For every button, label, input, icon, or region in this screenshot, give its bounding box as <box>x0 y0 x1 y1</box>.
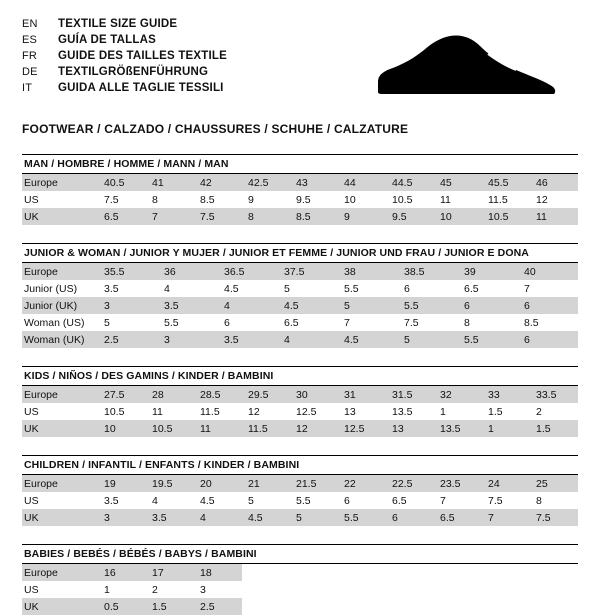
cell: 8 <box>536 494 542 507</box>
size-table-man <box>22 174 578 225</box>
cell: 7.5 <box>404 316 419 329</box>
cell: 6 <box>518 331 578 348</box>
table-row <box>22 263 578 280</box>
cell: 13.5 <box>392 405 413 418</box>
cell: 1 <box>104 583 110 596</box>
cell: 1 <box>482 420 530 437</box>
size-table-kids <box>22 386 578 437</box>
table-row <box>22 581 578 598</box>
cell: 13 <box>386 420 434 437</box>
cell: 6 <box>386 509 434 526</box>
cell: 44.5 <box>386 174 434 191</box>
row-label: Woman (US) <box>24 316 85 329</box>
cell: 12.5 <box>296 405 317 418</box>
cell: 8.5 <box>290 208 338 225</box>
cell: 10.5 <box>482 208 530 225</box>
row-label: UK <box>22 420 98 437</box>
cell: 3 <box>98 297 158 314</box>
cell <box>434 564 482 581</box>
cell: 3 <box>200 583 206 596</box>
cell: 9 <box>338 208 386 225</box>
cell <box>434 598 482 615</box>
cell <box>386 581 434 598</box>
cell <box>242 598 290 615</box>
cell: 2 <box>152 583 158 596</box>
cell: 32 <box>434 386 482 403</box>
cell: 4.5 <box>242 509 290 526</box>
row-label: UK <box>22 208 98 225</box>
language-code: EN <box>22 18 38 30</box>
cell <box>338 564 386 581</box>
row-label: Junior (US) <box>24 282 78 295</box>
cell: 5 <box>338 297 398 314</box>
cell: 3.5 <box>158 297 218 314</box>
cell: 5 <box>104 316 110 329</box>
cell: 37.5 <box>278 263 338 280</box>
size-table-children <box>22 475 578 526</box>
cell: 10.5 <box>104 405 125 418</box>
cell: 12 <box>248 405 260 418</box>
cell: 8.5 <box>524 316 539 329</box>
cell: 7.5 <box>194 208 242 225</box>
cell: 44 <box>338 174 386 191</box>
cell: 6 <box>404 282 410 295</box>
table-row <box>22 191 578 208</box>
group-junior-woman <box>22 243 578 348</box>
group-babies <box>22 544 578 615</box>
table-row <box>22 420 578 437</box>
table-row <box>22 280 578 297</box>
cell: 33.5 <box>530 386 578 403</box>
table-row <box>22 598 578 615</box>
size-table-junior-woman <box>22 263 578 348</box>
cell: 11.5 <box>200 405 220 418</box>
cell: 0.5 <box>98 598 146 615</box>
cell: 11 <box>152 405 163 418</box>
table-row <box>22 174 578 191</box>
row-label: Europe <box>22 564 98 581</box>
table-row <box>22 492 578 509</box>
cell: 12.5 <box>338 420 386 437</box>
cell: 25 <box>530 475 578 492</box>
cell: 5.5 <box>458 331 518 348</box>
group-children <box>22 455 578 526</box>
cell: 1.5 <box>530 420 578 437</box>
cell: 7.5 <box>488 494 503 507</box>
cell: 41 <box>146 174 194 191</box>
cell: 38 <box>338 263 398 280</box>
cell: 7.5 <box>530 509 578 526</box>
row-label: Junior (UK) <box>22 297 98 314</box>
cell: 36.5 <box>218 263 278 280</box>
cell: 39 <box>458 263 518 280</box>
cell: 11.5 <box>488 193 508 206</box>
cell: 3.5 <box>104 282 119 295</box>
cell: 4.5 <box>224 282 239 295</box>
cell: 11 <box>440 193 451 206</box>
cell: 13.5 <box>434 420 482 437</box>
language-title: TEXTILGRÖßENFÜHRUNG <box>58 66 209 78</box>
table-row <box>22 331 578 348</box>
language-title: GUIDA ALLE TAGLIE TESSILI <box>58 82 224 94</box>
cell: 5 <box>398 331 458 348</box>
cell: 28 <box>146 386 194 403</box>
cell: 8 <box>242 208 290 225</box>
row-label: Europe <box>22 475 98 492</box>
cell: 45.5 <box>482 174 530 191</box>
cell <box>338 598 386 615</box>
group-man <box>22 154 578 225</box>
cell <box>482 581 530 598</box>
group-title: JUNIOR & WOMAN / JUNIOR Y MUJER / JUNIOR ET FEMME / JUNIOR UND FRAU / JUNIOR E DONA <box>22 243 578 263</box>
cell <box>434 581 482 598</box>
cell: 33 <box>482 386 530 403</box>
cell: 5.5 <box>398 297 458 314</box>
cell: 6.5 <box>98 208 146 225</box>
cell: 10.5 <box>146 420 194 437</box>
row-label: US <box>24 405 39 418</box>
row-label: Europe <box>22 386 98 403</box>
cell: 7.5 <box>104 193 119 206</box>
cell: 19 <box>98 475 146 492</box>
cell: 22.5 <box>386 475 434 492</box>
cell: 7 <box>146 208 194 225</box>
cell: 5 <box>284 282 290 295</box>
cell: 21 <box>242 475 290 492</box>
cell: 19.5 <box>146 475 194 492</box>
cell <box>290 598 338 615</box>
cell <box>482 564 530 581</box>
cell: 1.5 <box>488 405 503 418</box>
cell: 11 <box>530 208 578 225</box>
cell: 29.5 <box>242 386 290 403</box>
cell: 3.5 <box>104 494 119 507</box>
cell: 36 <box>158 263 218 280</box>
cell: 16 <box>98 564 146 581</box>
cell: 5 <box>248 494 254 507</box>
cell: 7 <box>344 316 350 329</box>
row-label: US <box>24 494 39 507</box>
cell: 12 <box>290 420 338 437</box>
language-code: FR <box>22 50 38 62</box>
group-title: BABIES / BEBÉS / BÉBÉS / BABYS / BAMBINI <box>22 544 578 564</box>
cell: 10 <box>98 420 146 437</box>
cell: 4.5 <box>200 494 215 507</box>
cell: 4 <box>194 509 242 526</box>
cell: 2.5 <box>98 331 158 348</box>
cell: 6.5 <box>392 494 407 507</box>
cell: 40.5 <box>98 174 146 191</box>
cell: 8 <box>464 316 470 329</box>
cell: 7 <box>482 509 530 526</box>
cell: 35.5 <box>98 263 158 280</box>
cell: 2.5 <box>194 598 242 615</box>
row-label: UK <box>22 509 98 526</box>
cell: 5.5 <box>164 316 179 329</box>
cell: 4 <box>218 297 278 314</box>
cell: 4.5 <box>278 297 338 314</box>
cell: 6.5 <box>284 316 299 329</box>
cell: 12 <box>536 193 548 206</box>
cell: 9.5 <box>386 208 434 225</box>
cell: 18 <box>194 564 242 581</box>
cell: 5.5 <box>344 282 359 295</box>
cell: 5 <box>290 509 338 526</box>
table-row <box>22 297 578 314</box>
cell: 6 <box>344 494 350 507</box>
cell <box>242 581 290 598</box>
page-header <box>22 16 578 108</box>
table-row <box>22 314 578 331</box>
cell: 10 <box>344 193 356 206</box>
cell <box>482 598 530 615</box>
row-label: US <box>24 193 39 206</box>
cell: 27.5 <box>98 386 146 403</box>
cell <box>338 581 386 598</box>
group-title: CHILDREN / INFANTIL / ENFANTS / KINDER / BAMBINI <box>22 455 578 475</box>
cell: 5.5 <box>338 509 386 526</box>
cell: 17 <box>146 564 194 581</box>
language-title: GUÍA DE TALLAS <box>58 34 156 46</box>
cell <box>530 564 578 581</box>
cell: 21.5 <box>290 475 338 492</box>
cell: 45 <box>434 174 482 191</box>
dress-shoe-icon <box>370 30 560 106</box>
cell: 4 <box>278 331 338 348</box>
cell: 8.5 <box>200 193 215 206</box>
cell: 6.5 <box>434 509 482 526</box>
group-title: MAN / HOMBRE / HOMME / MANN / MAN <box>22 154 578 174</box>
cell: 10.5 <box>392 193 413 206</box>
size-table-babies <box>22 564 578 615</box>
cell: 6.5 <box>464 282 479 295</box>
cell <box>242 564 290 581</box>
table-row <box>22 403 578 420</box>
table-row <box>22 509 578 526</box>
cell <box>530 581 578 598</box>
cell: 3.5 <box>146 509 194 526</box>
table-row <box>22 386 578 403</box>
cell: 20 <box>194 475 242 492</box>
cell: 7 <box>440 494 446 507</box>
row-label: Europe <box>22 263 98 280</box>
cell: 46 <box>530 174 578 191</box>
cell: 22 <box>338 475 386 492</box>
cell: 9.5 <box>296 193 311 206</box>
cell: 43 <box>290 174 338 191</box>
cell: 4 <box>164 282 170 295</box>
cell: 2 <box>536 405 542 418</box>
cell: 9 <box>248 193 254 206</box>
cell: 11 <box>194 420 242 437</box>
cell: 4 <box>152 494 158 507</box>
cell: 42.5 <box>242 174 290 191</box>
cell: 23.5 <box>434 475 482 492</box>
cell: 40 <box>518 263 578 280</box>
group-kids <box>22 366 578 437</box>
cell <box>290 564 338 581</box>
language-title: GUIDE DES TAILLES TEXTILE <box>58 50 227 62</box>
row-label: UK <box>22 598 98 615</box>
row-label: Woman (UK) <box>22 331 98 348</box>
cell: 30 <box>290 386 338 403</box>
cell: 13 <box>344 405 356 418</box>
cell <box>386 598 434 615</box>
cell: 28.5 <box>194 386 242 403</box>
language-code: DE <box>22 66 38 78</box>
cell: 31 <box>338 386 386 403</box>
page-title: FOOTWEAR / CALZADO / CHAUSSURES / SCHUHE / CALZATURE <box>22 122 409 136</box>
cell: 31.5 <box>386 386 434 403</box>
cell <box>530 598 578 615</box>
table-row <box>22 208 578 225</box>
row-label: US <box>24 583 39 596</box>
cell: 1.5 <box>146 598 194 615</box>
cell: 5.5 <box>296 494 311 507</box>
cell: 3.5 <box>218 331 278 348</box>
row-label: Europe <box>22 174 98 191</box>
language-title: TEXTILE SIZE GUIDE <box>58 18 178 30</box>
cell: 1 <box>440 405 446 418</box>
table-row <box>22 564 578 581</box>
cell <box>290 581 338 598</box>
language-code: ES <box>22 34 38 46</box>
cell: 8 <box>152 193 158 206</box>
cell: 6 <box>224 316 230 329</box>
cell: 11.5 <box>242 420 290 437</box>
cell: 7 <box>524 282 530 295</box>
cell: 4.5 <box>338 331 398 348</box>
cell: 6 <box>518 297 578 314</box>
cell: 42 <box>194 174 242 191</box>
cell: 3 <box>98 509 146 526</box>
cell: 6 <box>458 297 518 314</box>
group-title: KIDS / NIÑOS / DES GAMINS / KINDER / BAMBINI <box>22 366 578 386</box>
cell <box>386 564 434 581</box>
cell: 10 <box>434 208 482 225</box>
table-row <box>22 475 578 492</box>
language-code: IT <box>22 82 33 94</box>
cell: 3 <box>158 331 218 348</box>
cell: 24 <box>482 475 530 492</box>
cell: 38.5 <box>398 263 458 280</box>
